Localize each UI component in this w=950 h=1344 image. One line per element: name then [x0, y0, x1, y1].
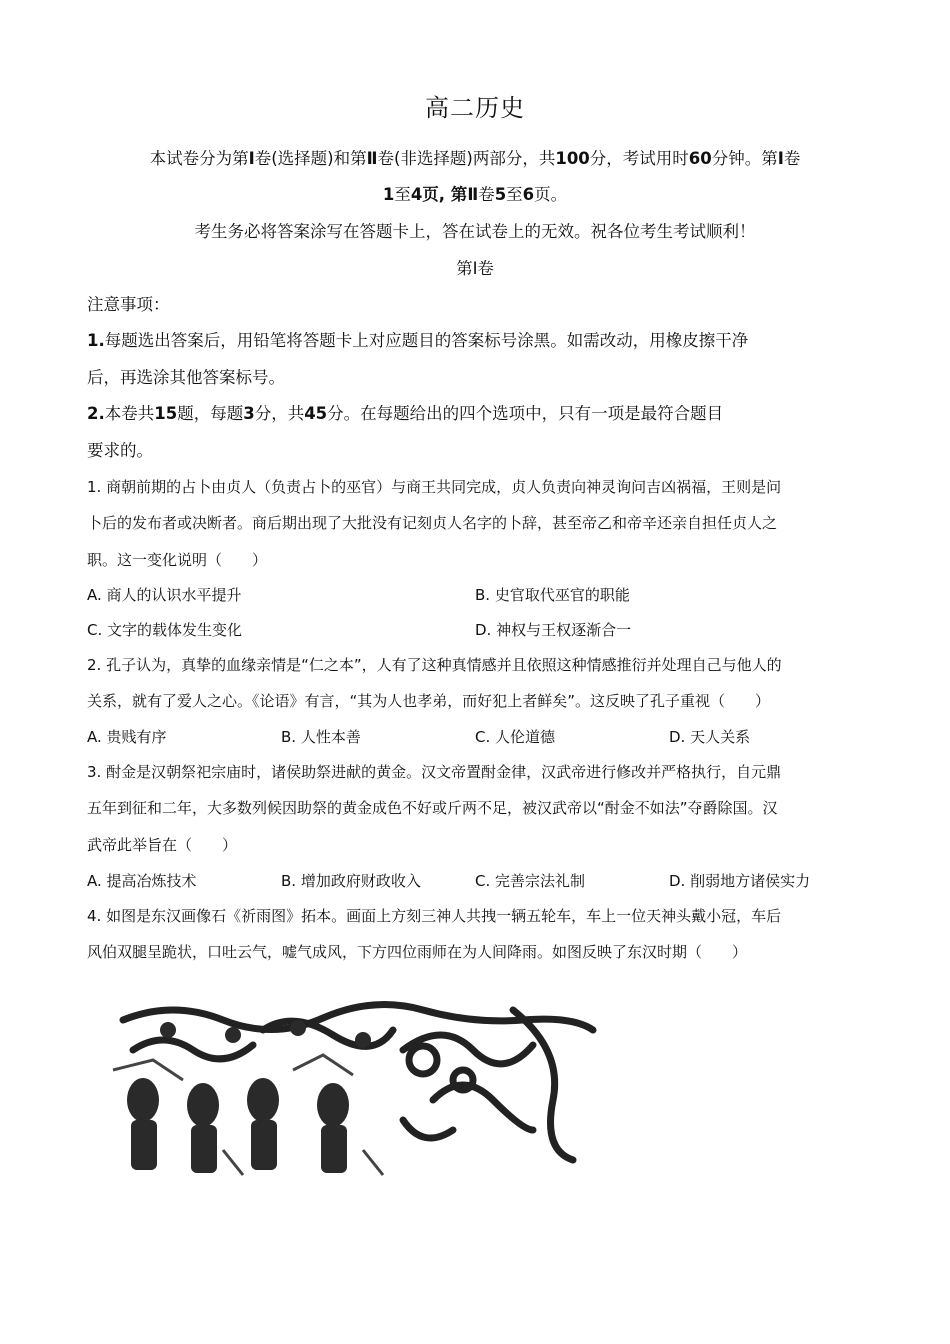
question-4-line-1: 4. 如图是东汉画像石《祈雨图》拓本。画面上方刻三神人共拽一辆五轮车，车上一位天神头戴小冠，车后 [87, 907, 782, 925]
question-1-line-3: 职。这一变化说明（ ） [87, 551, 268, 569]
question-2-option-d[interactable]: D. 天人关系 [669, 728, 751, 746]
question-1-option-a[interactable]: A. 商人的认识水平提升 [87, 586, 242, 604]
intro-line-1: 本试卷分为第Ⅰ卷(选择题)和第Ⅱ卷(非选择题)两部分，共100分，考试用时60分钟。第Ⅰ卷 [149, 149, 801, 168]
question-1-option-d[interactable]: D. 神权与王权逐渐合一 [475, 621, 632, 639]
question-1-option-c[interactable]: C. 文字的载体发生变化 [87, 621, 243, 639]
note-1-line-2: 后，再选涂其他答案标号。 [87, 368, 285, 387]
question-4-line-2: 风伯双腿呈跪状，口吐云气，嘘气成风，下方四位雨师在为人间降雨。如图反映了东汉时期（ ） [87, 943, 748, 961]
question-3-option-c[interactable]: C. 完善宗法礼制 [475, 872, 586, 890]
question-3-line-1: 3. 酎金是汉朝祭祀宗庙时，诸侯助祭进献的黄金。汉文帝置酎金律，汉武帝进行修改并严格执行，自元鼎 [87, 763, 782, 781]
question-1-option-b[interactable]: B. 史官取代巫官的职能 [475, 586, 630, 604]
question-3-option-a[interactable]: A. 提高冶炼技术 [87, 872, 197, 890]
question-1-line-1: 1. 商朝前期的占卜由贞人（负责占卜的巫官）与商王共同完成，贞人负责向神灵询问吉凶祸福，王则是问 [87, 478, 782, 496]
intro-line-2: 1至4页, 第Ⅱ卷5至6页。 [382, 185, 568, 204]
question-2-option-a[interactable]: A. 贵贱有序 [87, 728, 167, 746]
question-3-line-3: 武帝此举旨在（ ） [87, 836, 238, 854]
question-2-line-2: 关系，就有了爱人之心。《论语》有言，“其为人也孝弟，而好犯上者鲜矣”。这反映了孔子重视（ ） [87, 692, 771, 710]
intro-line-3: 考生务必将答案涂写在答题卡上，答在试卷上的无效。祝各位考生考试顺利！ [194, 222, 756, 241]
question-1-line-2: 卜后的发布者或决断者。商后期出现了大批没有记刻贞人名字的卜辞，甚至帝乙和帝辛还亲自担任贞人之 [87, 514, 778, 532]
question-3-line-2: 五年到征和二年，大多数列候因助祭的黄金成色不好或斤两不足，被汉武帝以“酎金不如法”夺爵除国。汉 [87, 799, 778, 817]
question-3-option-d[interactable]: D. 削弱地方诸侯实力 [669, 872, 811, 890]
notes-heading: 注意事项： [87, 295, 170, 314]
note-2-line-1: 2.本卷共15题，每题3分，共45分。在每题给出的四个选项中，只有一项是最符合题目 [87, 404, 724, 423]
note-2-line-2: 要求的。 [87, 441, 153, 460]
question-3-option-b[interactable]: B. 增加政府财政收入 [281, 872, 421, 890]
page-title: 高二历史 [425, 94, 525, 122]
section-heading: 第Ⅰ卷 [456, 259, 494, 278]
rain-prayer-rubbing-image [93, 990, 605, 1186]
note-1-line-1: 1.每题选出答案后，用铅笔将答题卡上对应题目的答案标号涂黑。如需改动，用橡皮擦干净 [87, 331, 749, 350]
question-2-option-b[interactable]: B. 人性本善 [281, 728, 361, 746]
question-2-option-c[interactable]: C. 人伦道德 [475, 728, 556, 746]
question-2-line-1: 2. 孔子认为，真挚的血缘亲情是“仁之本”，人有了这种真情感并且依照这种情感推衍并处理自己与他人的 [87, 656, 782, 674]
